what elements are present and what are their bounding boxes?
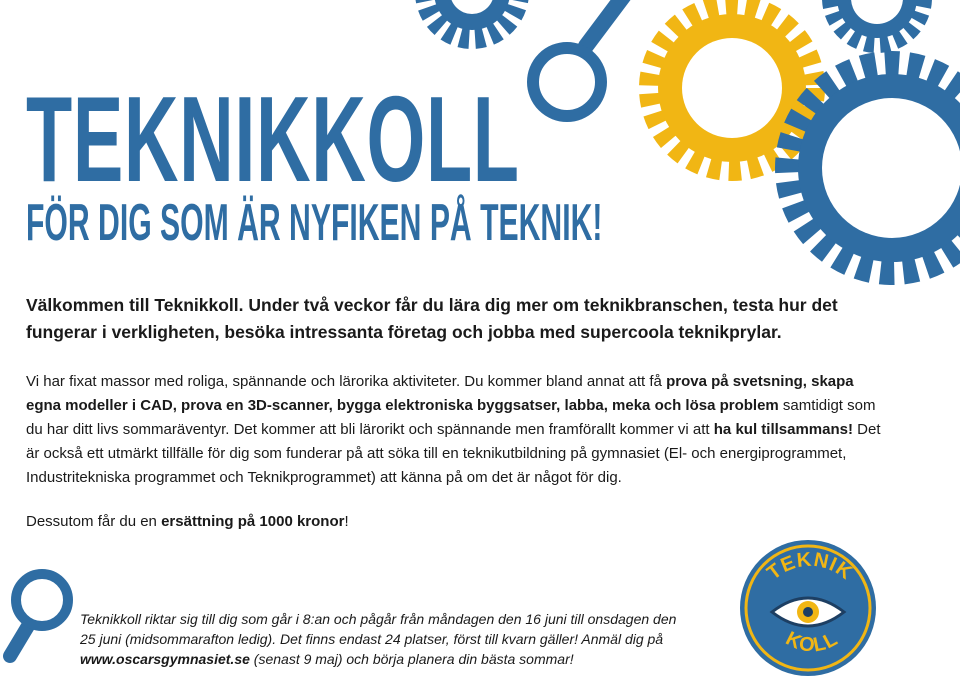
gear-icon (831, 0, 923, 44)
teknikkoll-badge (740, 540, 876, 676)
activities-text-2: samtidigt som du har ditt livs sommaräventyr. Det kommer att bli lärorikt och spännande men framförallt kommer vi att (26, 397, 876, 438)
badge-bottom-text: KOLL (782, 627, 842, 657)
activities-text-1: Vi har fixat massor med roliga, spännande och lärorika aktiviteter. Du kommer bland annat att få (26, 373, 667, 390)
magnifier-icon (10, 574, 68, 656)
activities-highlight-2: ha kul tillsammans! (713, 421, 853, 438)
intro-paragraph: Välkommen till Teknikkoll. Under två veckor får du lära dig mer om teknikbranschen, testa hur det fungerar i verkligheten, besöka intressanta företag och jobba med supercoola teknikprylar. (26, 295, 838, 342)
activities-text-3: Det är också ett utmärkt tillfälle för dig som funderar på att söka till en teknikutbildning på gymnasiet (El- och energiprogrammet, Industritekniska programmet och Teknikprogrammet) att känna på om det är något för dig. (26, 421, 881, 486)
poster-title: TEKNIKKOLL (26, 71, 520, 207)
signup-link[interactable]: www.oscarsgymnasiet.se (80, 651, 250, 667)
info-note (80, 609, 680, 669)
info-note-text-2: (senast 9 maj) och börja planera din bästa sommar! (249, 651, 574, 667)
activities-paragraph (26, 370, 886, 490)
compensation-paragraph (26, 510, 886, 534)
compensation-text-1: Dessutom får du en (26, 513, 162, 530)
gear-icon (788, 64, 960, 272)
compensation-highlight: ersättning på 1000 kronor (161, 513, 345, 530)
activities-highlight-1: prova på svetsning, skapa egna modeller i CAD, prova en 3D-scanner, bygga elektroniska byggsatser, labba, meka och lösa problem (26, 373, 854, 414)
info-note-text-1: Teknikkoll riktar sig till dig som går i 8:an och pågår från måndagen den 16 juni till onsdagen den 25 juni (midsommarafton ledig). Det finns endast 24 platser, först till kvarn gäller! Anmäl dig på (80, 611, 677, 647)
poster-subtitle: FÖR DIG SOM ÄR NYFIKEN PÅ TEKNIK! (26, 194, 603, 252)
magnifier-icon (533, 0, 628, 116)
badge-top-text: TEKNIK (763, 548, 857, 585)
gear-icon (426, 0, 518, 38)
compensation-text-2: ! (344, 513, 349, 530)
